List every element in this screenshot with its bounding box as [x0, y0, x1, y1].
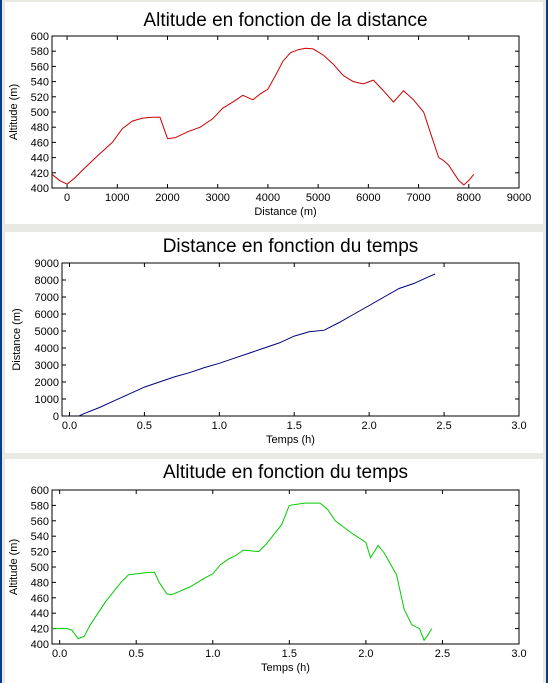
y-tick-label: 560	[30, 515, 49, 528]
x-tick-label: 6000	[356, 192, 381, 204]
x-tick-label: 0.5	[128, 648, 144, 660]
y-tick-label: 4000	[34, 343, 59, 355]
y-tick-label: 520	[30, 91, 49, 104]
chart-distance-time	[5, 232, 543, 456]
x-tick-label: 1.0	[211, 420, 227, 432]
chart-title: Altitude en fonction de la distance	[143, 10, 428, 31]
x-tick-label: 3.0	[511, 648, 527, 660]
y-tick-label: 8000	[34, 275, 59, 287]
x-tick-label: 3000	[205, 192, 230, 204]
x-tick-label: 9000	[506, 192, 532, 204]
x-tick-label: 0.0	[61, 420, 78, 432]
y-tick-label: 420	[30, 623, 49, 636]
y-tick-label: 5000	[34, 326, 59, 338]
y-tick-label: 580	[30, 500, 49, 513]
x-tick-label: 7000	[406, 192, 431, 204]
y-tick-label: 500	[30, 562, 49, 574]
chart-panel-altitude-distance	[5, 2, 543, 224]
x-tick-label: 2000	[155, 192, 180, 204]
y-tick-label: 480	[30, 122, 49, 135]
y-tick-label: 440	[30, 608, 49, 621]
series-line	[52, 48, 474, 185]
x-axis-label: Distance (m)	[254, 206, 317, 218]
y-tick-label: 540	[30, 531, 49, 544]
y-tick-label: 420	[30, 167, 49, 180]
y-tick-label: 500	[30, 107, 49, 119]
x-tick-label: 2.5	[436, 420, 452, 432]
chart-altitude-time	[5, 459, 543, 683]
x-tick-label: 8000	[456, 192, 482, 204]
y-tick-label: 520	[30, 546, 49, 559]
x-tick-label: 4000	[255, 192, 281, 204]
y-tick-label: 580	[30, 46, 49, 59]
y-tick-label: 7000	[34, 292, 59, 304]
y-tick-label: 400	[30, 639, 49, 651]
y-tick-label: 560	[30, 61, 49, 74]
y-axis-label: Distance (m)	[11, 308, 23, 371]
y-tick-label: 1000	[34, 394, 59, 406]
x-tick-label: 3.0	[511, 420, 527, 432]
x-axis-label: Temps (h)	[266, 434, 315, 446]
x-tick-label: 1.0	[205, 648, 221, 660]
y-tick-label: 400	[30, 183, 49, 195]
y-tick-label: 540	[30, 76, 49, 89]
plot-area	[52, 490, 519, 644]
x-axis-label: Temps (h)	[261, 662, 310, 674]
window-border-left	[0, 0, 2, 683]
chart-title: Altitude en fonction du temps	[162, 462, 409, 483]
x-tick-label: 1.5	[281, 648, 297, 660]
y-tick-label: 460	[30, 592, 49, 605]
chart-panel-distance-time	[5, 232, 543, 453]
chart-panel-altitude-time	[5, 459, 543, 683]
y-axis-label: Altitude (m)	[8, 83, 20, 141]
y-tick-label: 460	[30, 137, 49, 150]
x-tick-label: 1000	[105, 192, 130, 204]
x-tick-label: 2.0	[358, 648, 374, 660]
y-axis-label: Altitude (m)	[8, 538, 20, 596]
chart-title: Distance en fonction du temps	[162, 236, 419, 257]
y-tick-label: 600	[30, 485, 49, 497]
x-tick-label: 5000	[305, 192, 331, 204]
x-tick-label: 0	[64, 192, 71, 204]
y-tick-label: 440	[30, 152, 49, 165]
series-line	[52, 503, 432, 640]
y-tick-label: 600	[30, 31, 49, 43]
y-tick-label: 9000	[34, 258, 59, 270]
x-tick-label: 2.0	[361, 420, 377, 432]
y-tick-label: 0	[52, 411, 59, 423]
series-line	[77, 274, 435, 417]
x-tick-label: 1.5	[286, 420, 302, 432]
y-tick-label: 480	[30, 577, 49, 590]
chart-altitude-distance	[5, 2, 543, 226]
y-tick-label: 3000	[34, 360, 59, 372]
y-tick-label: 6000	[34, 309, 59, 321]
y-tick-label: 2000	[34, 377, 59, 389]
x-tick-label: 0.0	[52, 648, 68, 660]
x-tick-label: 2.5	[434, 648, 451, 660]
x-tick-label: 0.5	[136, 420, 153, 432]
